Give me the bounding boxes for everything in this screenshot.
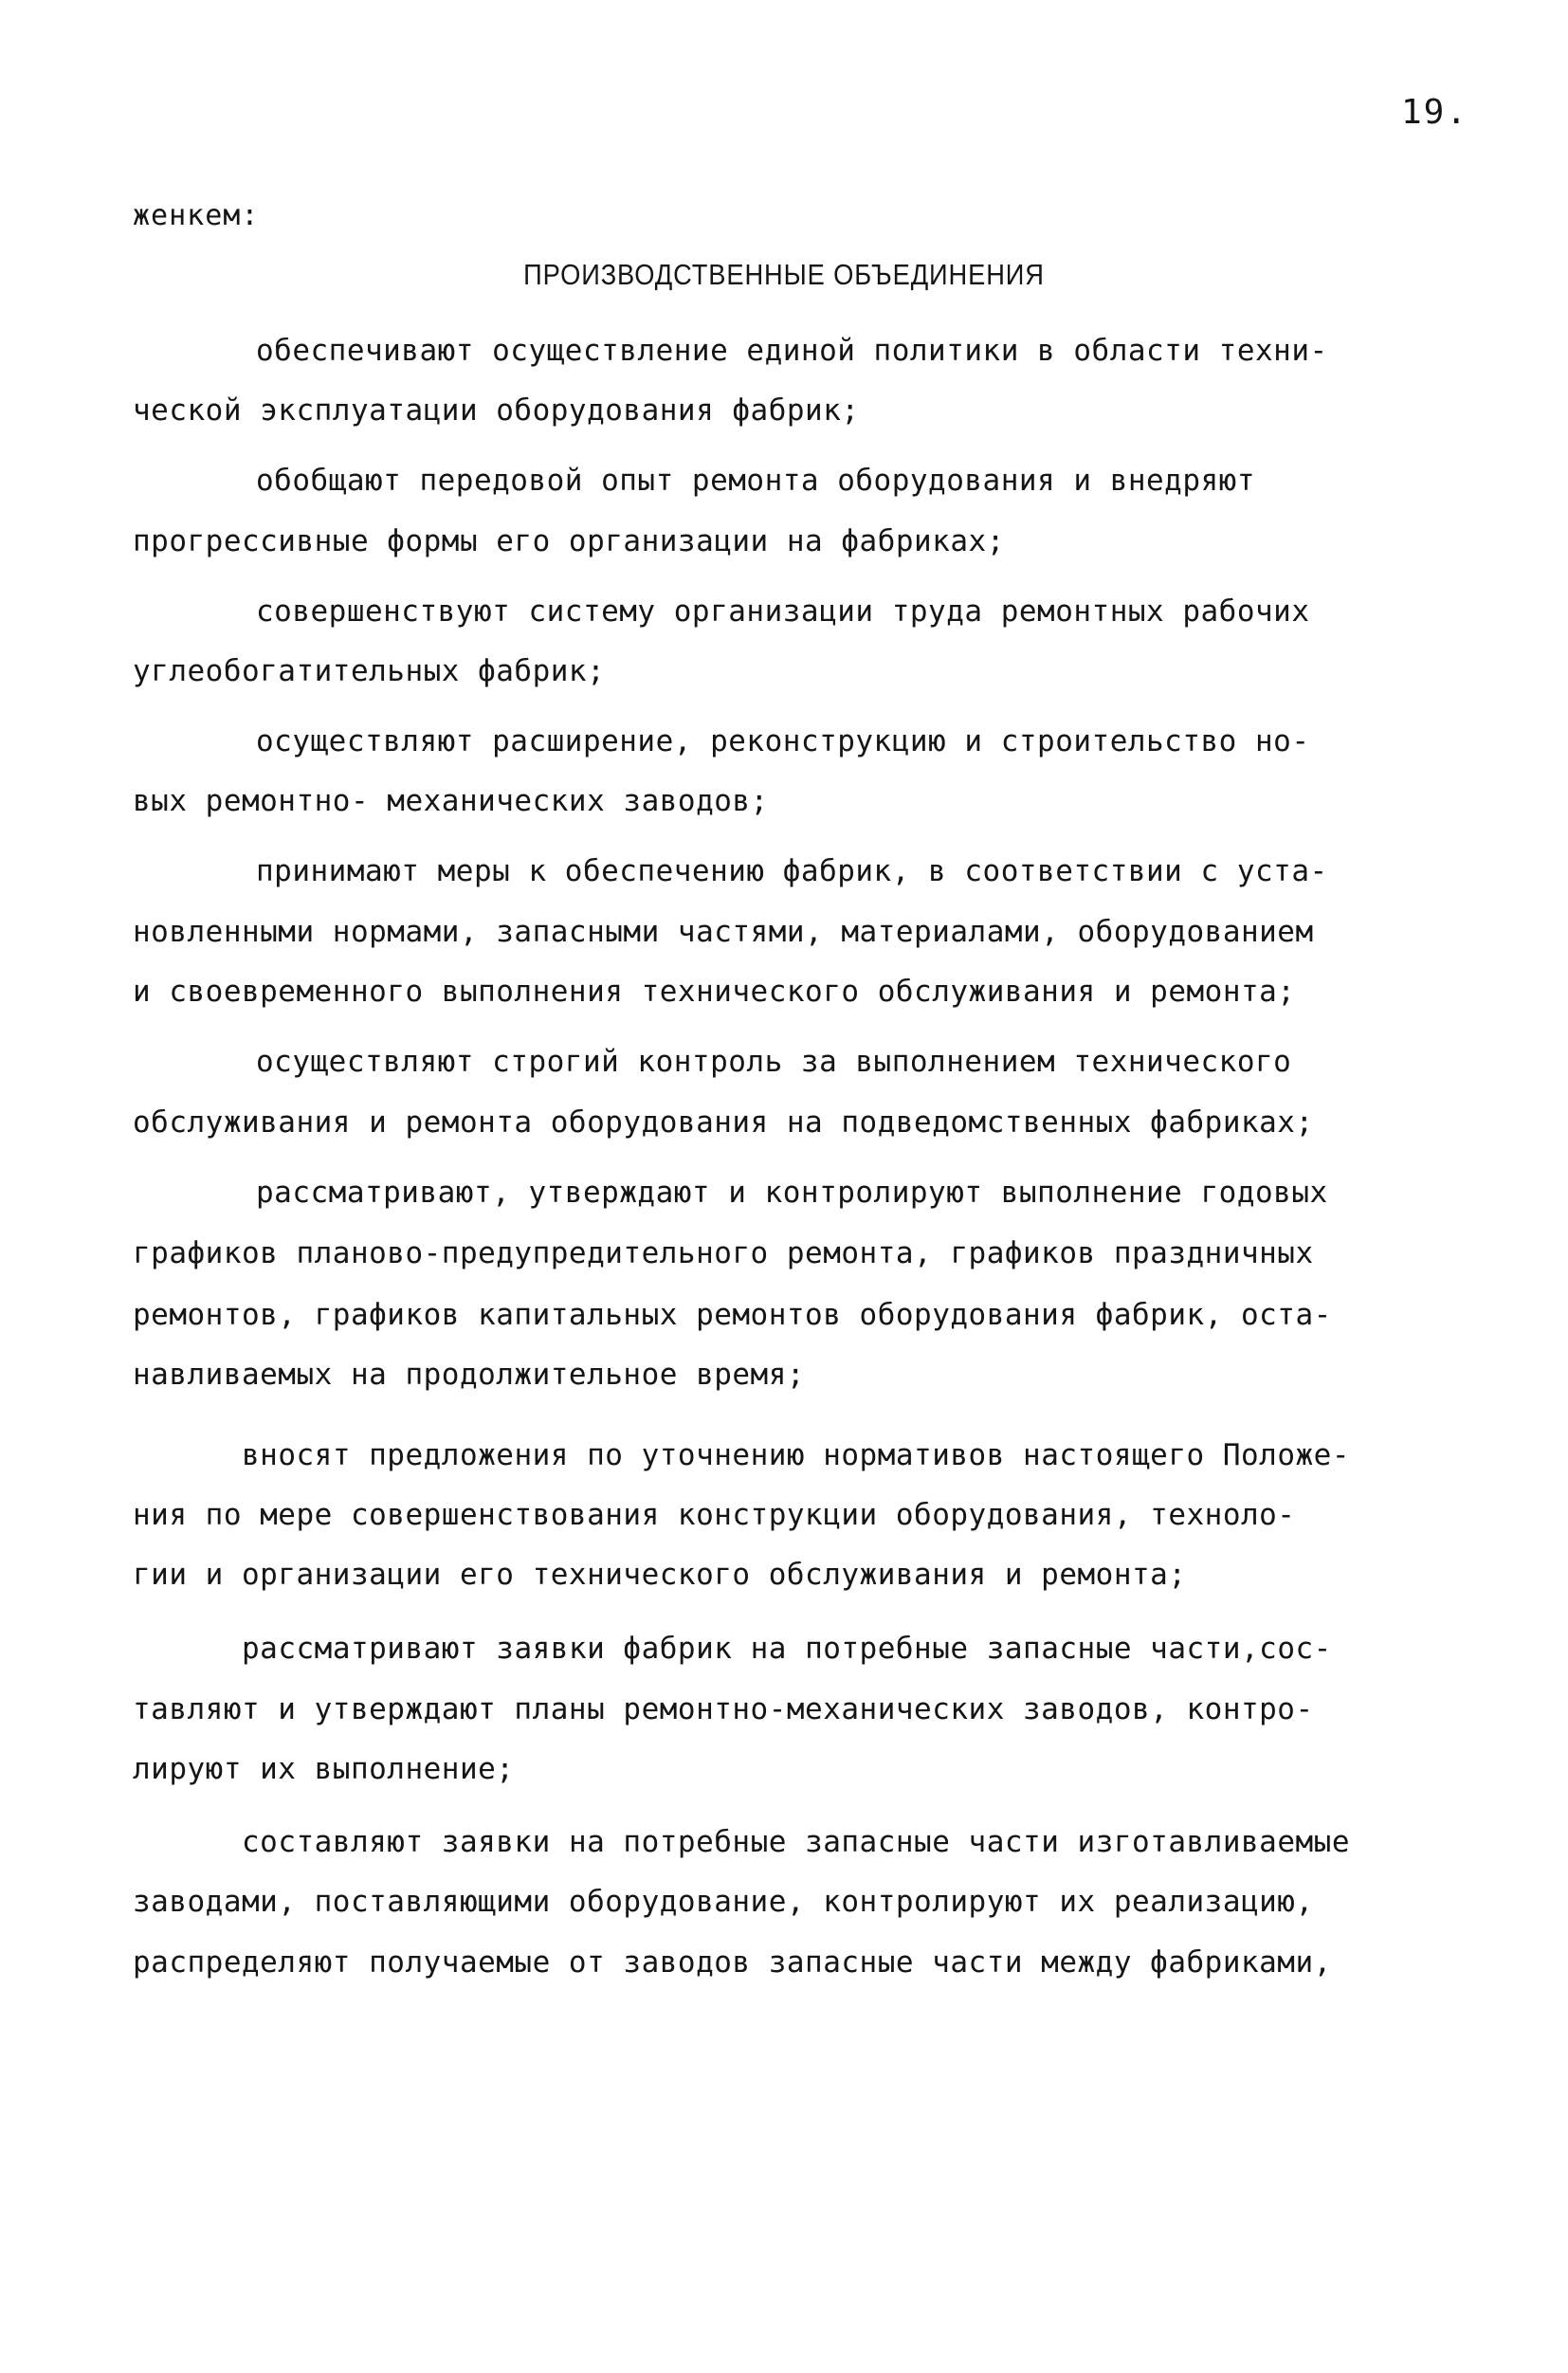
text-line: лируют их выполнение; [133, 1752, 515, 1786]
text-line: вносят предложения по уточнению нормативов настоящего Положе- [242, 1438, 1350, 1472]
text-line: рассматривают заявки фабрик на потребные запасные части,сос- [242, 1632, 1332, 1666]
text-line: прогрессивные формы его организации на фабриках; [133, 524, 1005, 558]
text-line: распределяют получаемые от заводов запасные части между фабриками, [133, 1945, 1332, 1980]
text-line: новленными нормами, запасными частями, материалами, оборудованием [133, 915, 1314, 949]
text-line: и своевременного выполнения технического обслуживания и ремонта; [133, 975, 1296, 1009]
text-line: тавляют и утверждают планы ремонтно-механических заводов, контро- [133, 1692, 1314, 1726]
text-line: навливаемых на продолжительное время; [133, 1358, 806, 1392]
continued-word: женкем: [133, 199, 260, 232]
text-line: обобщают передовой опыт ремонта оборудования и внедряют [256, 464, 1255, 498]
text-line: принимают меры к обеспечению фабрик, в соответствии с уста- [256, 854, 1328, 888]
text-line: осуществляют строгий контроль за выполнением технического [256, 1045, 1292, 1079]
text-line: графиков планово-предупредительного ремонта, графиков праздничных [133, 1236, 1314, 1270]
section-heading: ПРОИЗВОДСТВЕННЫЕ ОБЪЕДИНЕНИЯ [523, 258, 1045, 291]
text-line: ния по мере совершенствования конструкции оборудования, техноло- [133, 1498, 1296, 1532]
text-line: осуществляют расширение, реконструкцию и строительство но- [256, 724, 1310, 758]
text-line: рассматривают, утверждают и контролируют выполнение годовых [256, 1176, 1328, 1210]
text-line: составляют заявки на потребные запасные части изготавливаемые [242, 1825, 1350, 1859]
text-line: совершенствуют систему организации труда ремонтных рабочих [256, 594, 1310, 629]
text-line: ремонтов, графиков капитальных ремонтов оборудования фабрик, оста- [133, 1298, 1332, 1332]
text-line: заводами, поставляющими оборудование, контролируют их реализацию, [133, 1885, 1314, 1919]
text-line: вых ремонтно- механических заводов; [133, 784, 769, 818]
text-line: углеобогатительных фабрик; [133, 654, 606, 688]
text-line: гии и организации его технического обслуживания и ремонта; [133, 1558, 1187, 1592]
text-line: ческой эксплуатации оборудования фабрик; [133, 393, 860, 428]
page-number: 19. [1401, 93, 1469, 132]
text-line: обеспечивают осуществление единой политики в области техни- [256, 334, 1328, 368]
text-line: обслуживания и ремонта оборудования на подведомственных фабриках; [133, 1105, 1314, 1140]
